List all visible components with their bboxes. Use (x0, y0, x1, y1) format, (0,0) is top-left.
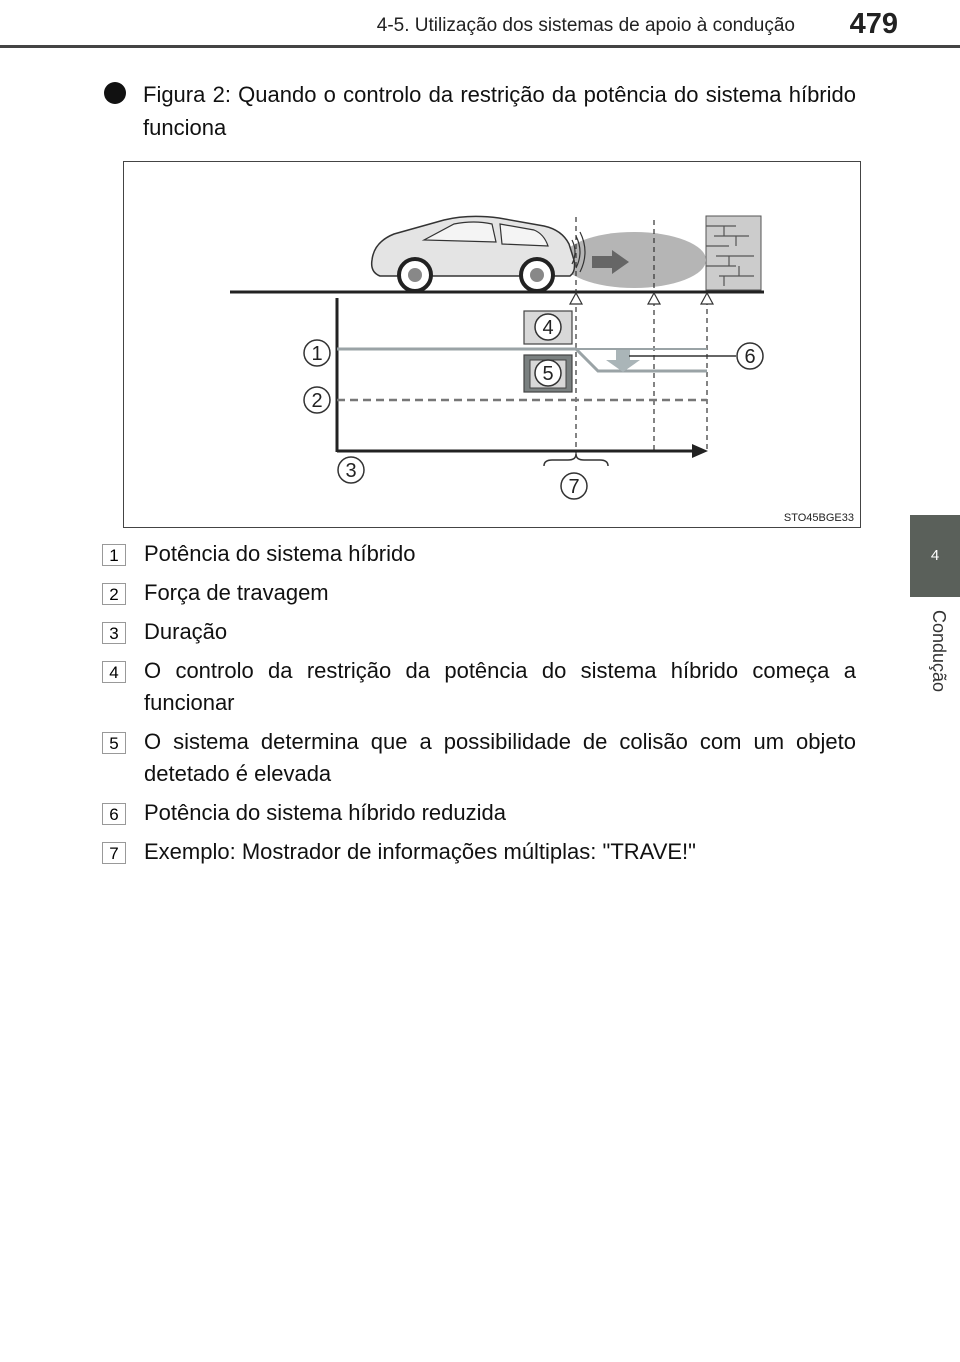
legend-number-icon (102, 803, 126, 825)
legend-list (102, 538, 856, 875)
legend-number-icon (102, 544, 126, 566)
legend-text: Duração (144, 619, 228, 644)
svg-text:6: 6 (109, 805, 119, 824)
svg-text:2: 2 (109, 585, 119, 604)
diagram-svg (124, 162, 860, 527)
brace-7 (544, 454, 608, 466)
legend-text: Força de travagem (144, 580, 329, 605)
section-title: 4-5. Utilização dos sistemas de apoio à condução (376, 15, 795, 36)
legend-item-4 (102, 655, 856, 719)
legend-number-icon (102, 842, 126, 864)
legend-item-2 (102, 577, 856, 609)
legend-item-1 (102, 538, 856, 570)
legend-text: Potência do sistema híbrido reduzida (144, 800, 506, 825)
svg-text:4: 4 (109, 663, 119, 682)
power-line (337, 349, 707, 371)
legend-number-icon (102, 622, 126, 644)
arrow-down-icon (606, 350, 640, 372)
chapter-label: Condução (929, 610, 949, 693)
intro-paragraph (104, 78, 856, 144)
legend-number-icon (102, 732, 126, 754)
wall-icon (706, 216, 761, 290)
header-rule (0, 45, 960, 48)
legend-text: O controlo da restrição da potência do sistema híbrido começa a funcionar (144, 658, 856, 715)
page-number: 479 (849, 8, 898, 40)
chapter-tab[interactable]: 4 (910, 515, 960, 597)
bullet-icon (104, 82, 126, 104)
callout-3: 3 (345, 460, 357, 482)
callout-1: 1 (311, 343, 323, 365)
legend-item-3 (102, 616, 856, 648)
page-header (0, 0, 960, 44)
legend-text: Exemplo: Mostrador de informações múltiplas: "TRAVE!" (144, 839, 696, 864)
callout-7: 7 (568, 476, 580, 498)
legend-text: O sistema determina que a possibilidade de colisão com um objeto detetado é elevada (144, 729, 856, 786)
figure-code: STO45BGE33 (783, 512, 854, 524)
figure-diagram (123, 161, 861, 528)
callout-2: 2 (311, 390, 323, 412)
legend-number-icon (102, 583, 126, 605)
callout-5: 5 (542, 363, 554, 385)
legend-item-7 (102, 836, 856, 868)
legend-item-5 (102, 726, 856, 790)
callout-4: 4 (542, 317, 554, 339)
legend-text: Potência do sistema híbrido (144, 541, 416, 566)
svg-text:1: 1 (109, 546, 119, 565)
svg-text:7: 7 (109, 844, 119, 863)
callout-6: 6 (744, 346, 756, 368)
timing-markers (570, 293, 713, 304)
svg-text:5: 5 (109, 734, 119, 753)
intro-text: Figura 2: Quando o controlo da restrição da potência do sistema híbrido funciona (143, 82, 856, 140)
legend-number-icon (102, 661, 126, 683)
car-icon (372, 216, 585, 291)
svg-text:3: 3 (109, 624, 119, 643)
legend-item-6 (102, 797, 856, 829)
